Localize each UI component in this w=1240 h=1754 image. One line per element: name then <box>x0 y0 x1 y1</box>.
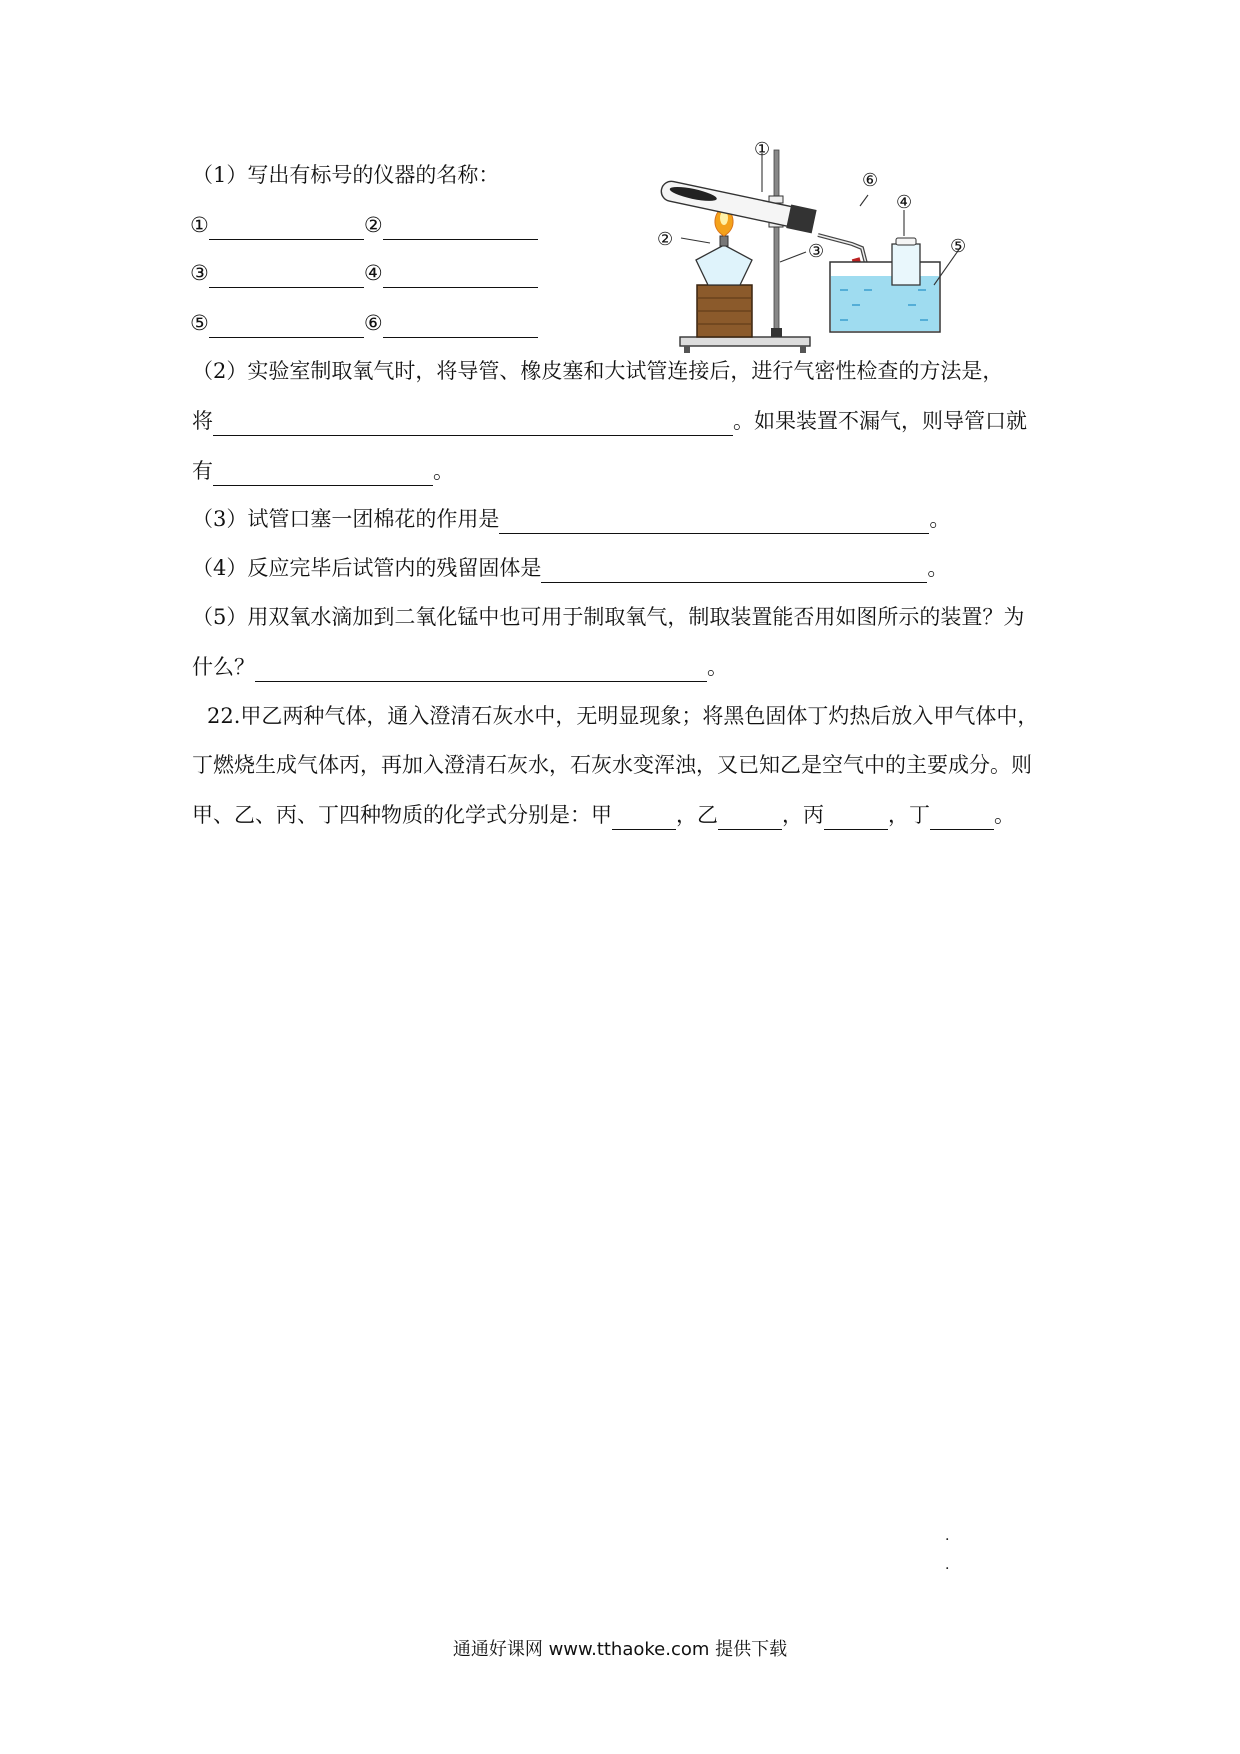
q21-part4-end: 。 <box>927 556 949 580</box>
blank-p3[interactable] <box>499 509 929 534</box>
blank-jia[interactable] <box>612 805 676 830</box>
q21-part2-line1: （2）实验室制取氧气时，将导管、橡皮塞和大试管连接后，进行气密性检查的方法是， <box>192 359 1004 383</box>
q21-part3-end: 。 <box>929 507 951 531</box>
q21-part5-prefix: 什么？ <box>192 655 255 679</box>
figure-label-2: ② <box>657 229 674 250</box>
q22-line3 <box>192 800 1015 830</box>
blank-5[interactable] <box>209 313 364 338</box>
q21-part2-line3-suffix: 。 <box>433 459 454 483</box>
answer-row-5-6 <box>190 308 538 338</box>
mark-2: ② <box>363 213 383 237</box>
figure-label-5: ⑤ <box>950 236 967 257</box>
q21-part5-line2 <box>192 652 728 682</box>
mark-5: ⑤ <box>190 311 209 335</box>
footer-source: 通通好课网 www.tthaoke.com 提供下载 <box>452 1639 788 1660</box>
q21-part4-stem: （4）反应完毕后试管内的残留固体是 <box>192 556 542 580</box>
answer-row-3-4 <box>190 258 538 288</box>
q21-part2-suffix: 。如果装置不漏气，则导管口就 <box>733 409 1027 433</box>
mark-3: ③ <box>190 261 209 285</box>
blank-p4[interactable] <box>541 558 927 583</box>
blank-4[interactable] <box>383 263 538 288</box>
blank-ding[interactable] <box>930 805 994 830</box>
q22-sep-ding: ，丁 <box>888 803 930 827</box>
q21-part3 <box>192 504 950 534</box>
blank-p5[interactable] <box>255 657 707 682</box>
q22-sep-bing: ，丙 <box>782 803 824 827</box>
mark-4: ④ <box>363 261 383 285</box>
q22-line2: 丁燃烧生成气体丙，再加入澄清石灰水，石灰水变浑浊，又已知乙是空气中的主要成分。则 <box>192 753 1032 777</box>
mark-6: ⑥ <box>363 311 383 335</box>
mark-1: ① <box>190 213 209 237</box>
q21-part5-line1: （5）用双氧水滴加到二氧化锰中也可用于制取氧气，制取装置能否用如图所示的装置？为 <box>192 605 1025 629</box>
stray-dot-2: . <box>945 1557 950 1573</box>
blank-6[interactable] <box>383 313 538 338</box>
q21-part2-line3-prefix: 有 <box>192 459 213 483</box>
q21-part1-stem: （1）写出有标号的仪器的名称： <box>192 163 500 187</box>
q21-part5-end: 。 <box>707 655 728 679</box>
figure-label-1: ① <box>754 140 771 160</box>
blank-p2-method[interactable] <box>213 411 733 436</box>
blank-yi[interactable] <box>718 805 782 830</box>
blank-p2-result[interactable] <box>213 461 433 486</box>
q22-end: 。 <box>994 803 1015 827</box>
q21-part2-line2 <box>192 406 1027 436</box>
blank-2[interactable] <box>383 215 538 240</box>
figure-label-6: ⑥ <box>862 170 879 191</box>
figure-label-3: ③ <box>808 241 825 262</box>
q21-part2-line3 <box>192 456 454 486</box>
blank-1[interactable] <box>209 215 364 240</box>
q21-part3-stem: （3）试管口塞一团棉花的作用是 <box>192 507 500 531</box>
q21-part4 <box>192 553 948 583</box>
stray-dot-1: . <box>945 1528 950 1544</box>
blank-bing[interactable] <box>824 805 888 830</box>
oxygen-apparatus-figure <box>640 140 1060 355</box>
q21-part2-prefix: 将 <box>192 409 213 433</box>
blank-3[interactable] <box>209 263 364 288</box>
q22-line3-stem: 甲、乙、丙、丁四种物质的化学式分别是：甲 <box>192 803 612 827</box>
answer-row-1-2 <box>190 210 538 240</box>
q22-sep-yi: ，乙 <box>676 803 718 827</box>
q22-line1: 22.甲乙两种气体，通入澄清石灰水中，无明显现象；将黑色固体丁灼热后放入甲气体中， <box>207 704 1039 728</box>
figure-label-4: ④ <box>896 192 913 213</box>
